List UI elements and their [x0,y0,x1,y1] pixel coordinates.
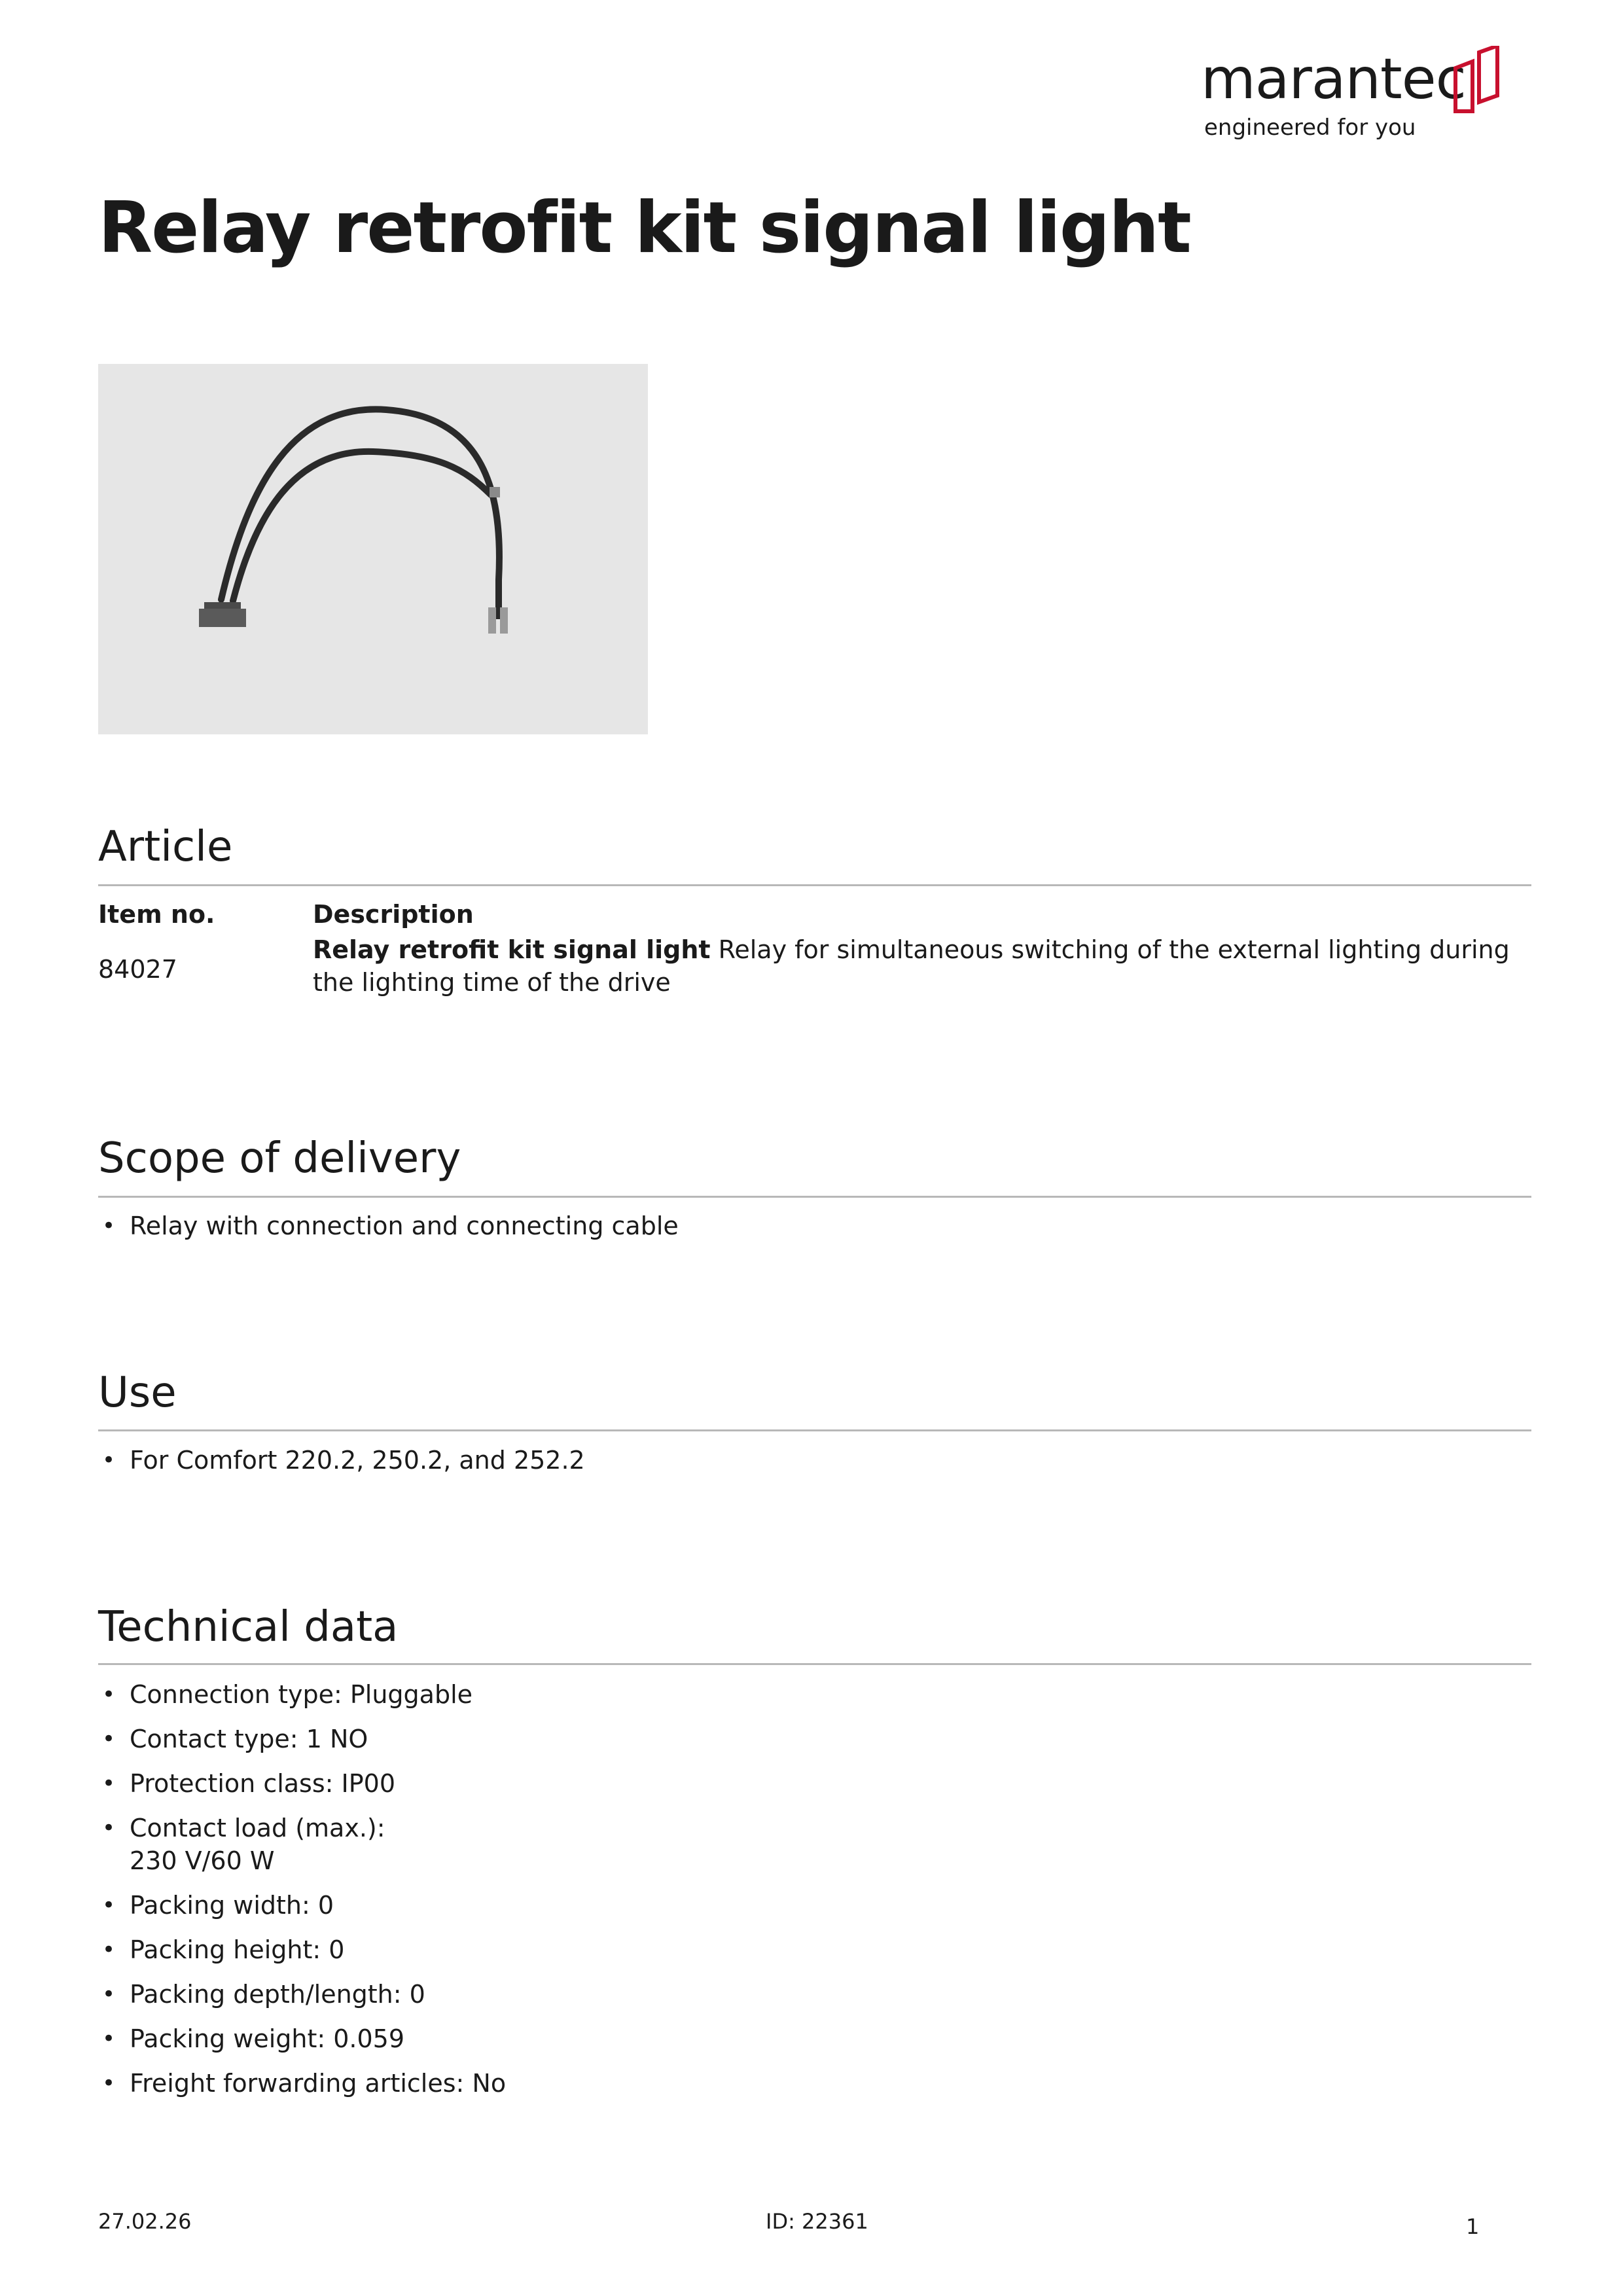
list-item: • Packing width: 0 [98,1889,506,1922]
use-list [98,1444,585,1488]
list-item: • Packing height: 0 [98,1933,506,1966]
technical-heading: Technical data [98,1603,399,1651]
article-divider [98,884,1531,886]
contact-load-label: • Contact load (max.): [130,1814,385,1842]
brand-name: marantec [1201,46,1466,112]
list-item: • For Comfort 220.2, 250.2, and 252.2 [98,1444,585,1477]
list-item: • Relay with connection and connecting cable [98,1210,679,1242]
footer-date: 27.02.26 [98,2209,192,2234]
list-item [98,1812,506,1877]
technical-divider [98,1663,1531,1665]
use-divider [98,1429,1531,1431]
list-item: • Packing depth/length: 0 [98,1978,506,2011]
contact-load-value: 230 V/60 W [130,1846,275,1875]
description-header: Description [313,900,474,929]
description-text: Relay for simultaneous switching of the external lighting during the lighting time of the drive [313,935,1510,997]
scope-list [98,1210,679,1254]
item-no-header: Item no. [98,900,215,929]
article-heading: Article [98,823,233,871]
brand-tagline: engineered for you [1204,115,1416,141]
list-item: • Protection class: IP00 [98,1767,506,1800]
technical-list [98,1678,506,2111]
list-item: • Contact type: 1 NO [98,1723,506,1755]
scope-divider [98,1196,1531,1198]
cable-illustration [98,364,648,734]
description-value [313,933,1530,999]
use-heading: Use [98,1369,177,1417]
brand-logo-icon [1453,46,1500,114]
page-number: 1 [1466,2214,1480,2239]
product-photo [98,364,648,734]
list-item: • Packing weight: 0.059 [98,2022,506,2055]
list-item: • Freight forwarding articles: No [98,2067,506,2100]
description-bold: Relay retrofit kit signal light [313,935,711,964]
footer-id: ID: 22361 [766,2209,868,2234]
list-item: • Connection type: Pluggable [98,1678,506,1711]
scope-heading: Scope of delivery [98,1134,461,1183]
page-title: Relay retrofit kit signal light [98,187,1190,269]
item-no-value: 84027 [98,955,177,984]
